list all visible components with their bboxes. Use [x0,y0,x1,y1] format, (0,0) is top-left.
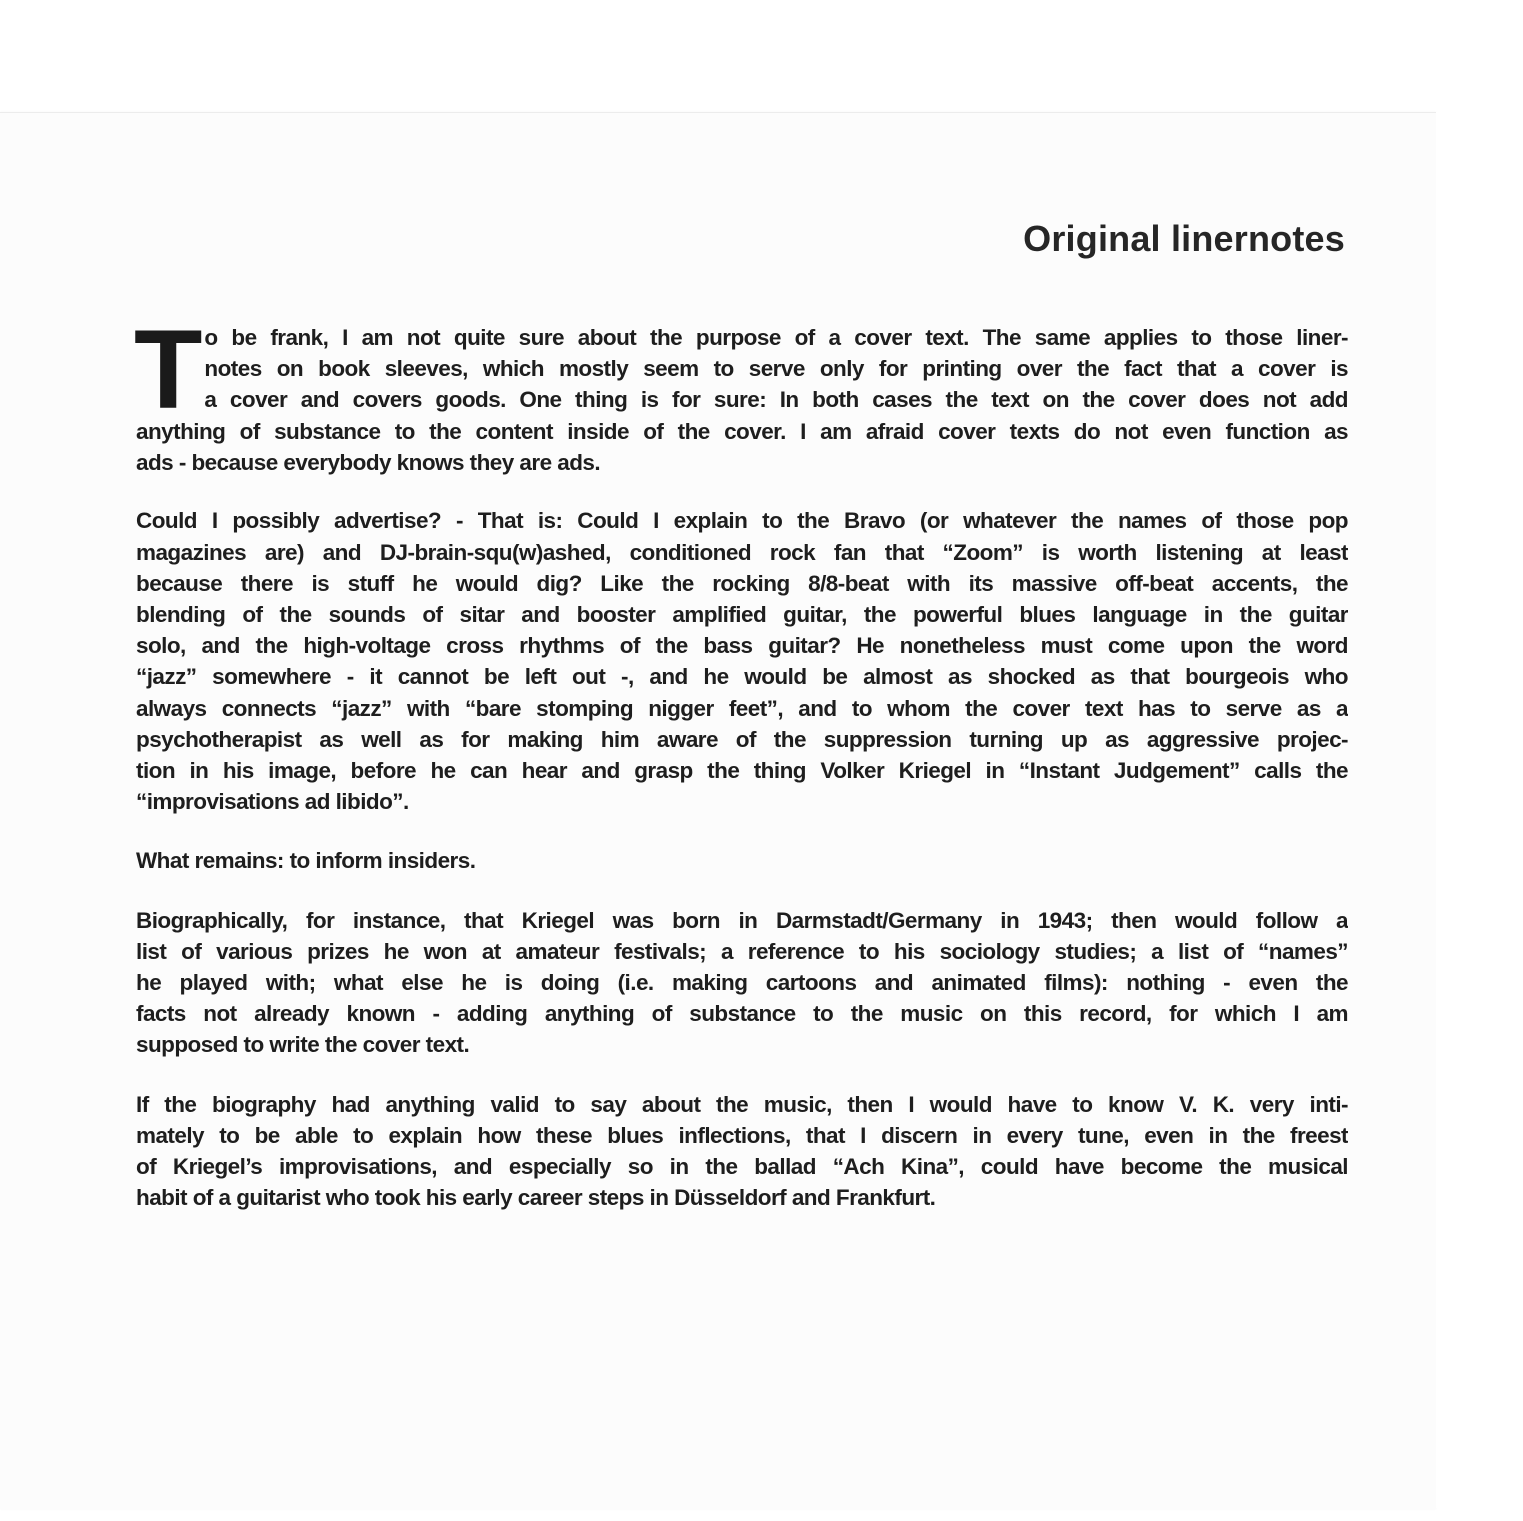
paragraph-1 [134,307,1348,478]
text-line: “improvisations ad libido”. [136,789,409,815]
drop-cap-letter: T [134,307,201,432]
text-line: mately to be able to explain how these blues inflections, that I discern in every tune, even in the freest [136,1122,1348,1148]
text-line: habit of a guitarist who took his early career steps in Düsseldorf and Frankfurt. [136,1185,936,1211]
paragraph-4 [136,905,1348,1061]
text-line: If the biography had anything valid to say about the music, then I would have to know V. K. very inti- [136,1091,1348,1117]
text-line: facts not already known - adding anything of substance to the music on this record, for which I am [136,1001,1348,1027]
text-line: blending of the sounds of sitar and booster amplified guitar, the powerful blues language in the guitar [136,602,1348,628]
text-line: notes on book sleeves, which mostly seem to serve only for printing over the fact that a cover is [204,356,1348,382]
paragraph-2 [136,505,1348,817]
text-line: a cover and covers goods. One thing is for sure: In both cases the text on the cover does not add [204,387,1348,413]
text-line: always connects “jazz” with “bare stomping nigger feet”, and to whom the cover text has to serve as a [136,695,1348,721]
scan-margin [1436,112,1523,1508]
page-heading: Original linernotes [1023,218,1345,259]
text-line: solo, and the high-voltage cross rhythms of the bass guitar? He nonetheless must come upon the word [136,633,1348,659]
liner-notes-body [134,307,1348,1241]
paragraph-5 [136,1089,1348,1214]
text-line: list of various prizes he won at amateur festivals; a reference to his sociology studies; a list of “names” [136,938,1348,964]
text-line: psychotherapist as well as for making him aware of the suppression turning up as aggressive projec- [136,726,1348,752]
text-line: anything of substance to the content inside of the cover. I am afraid cover texts do not even function as [136,419,1348,444]
text-line: he played with; what else he is doing (i.e. making cartoons and animated films): nothing - even the [136,970,1348,996]
text-line: What remains: to inform insiders. [136,848,476,874]
text-line: supposed to write the cover text. [136,1032,470,1058]
text-line: o be frank, I am not quite sure about the purpose of a cover text. The same applies to those liner- [204,325,1348,350]
text-line: tion in his image, before he can hear and grasp the thing Volker Kriegel in “Instant Judgement” calls the [136,758,1348,784]
text-line: ads - because everybody knows they are ads. [136,450,601,476]
text-line: “jazz” somewhere - it cannot be left out -, and he would be almost as shocked as that bourgeois who [136,664,1348,690]
text-line: magazines are) and DJ-brain-squ(w)ashed, conditioned rock fan that “Zoom” is worth listening at least [136,539,1348,565]
text-line: of Kriegel’s improvisations, and especially so in the ballad “Ach Kina”, could have become the musical [136,1154,1348,1180]
text-line: because there is stuff he would dig? Like the rocking 8/8-beat with its massive off-beat accents, the [136,570,1348,596]
paragraph-3 [136,845,1348,876]
text-line: Could I possibly advertise? - That is: Could I explain to the Bravo (or whatever the names of those pop [136,508,1348,534]
text-line: Biographically, for instance, that Kriegel was born in Darmstadt/Germany in 1943; then would follow a [136,907,1348,933]
